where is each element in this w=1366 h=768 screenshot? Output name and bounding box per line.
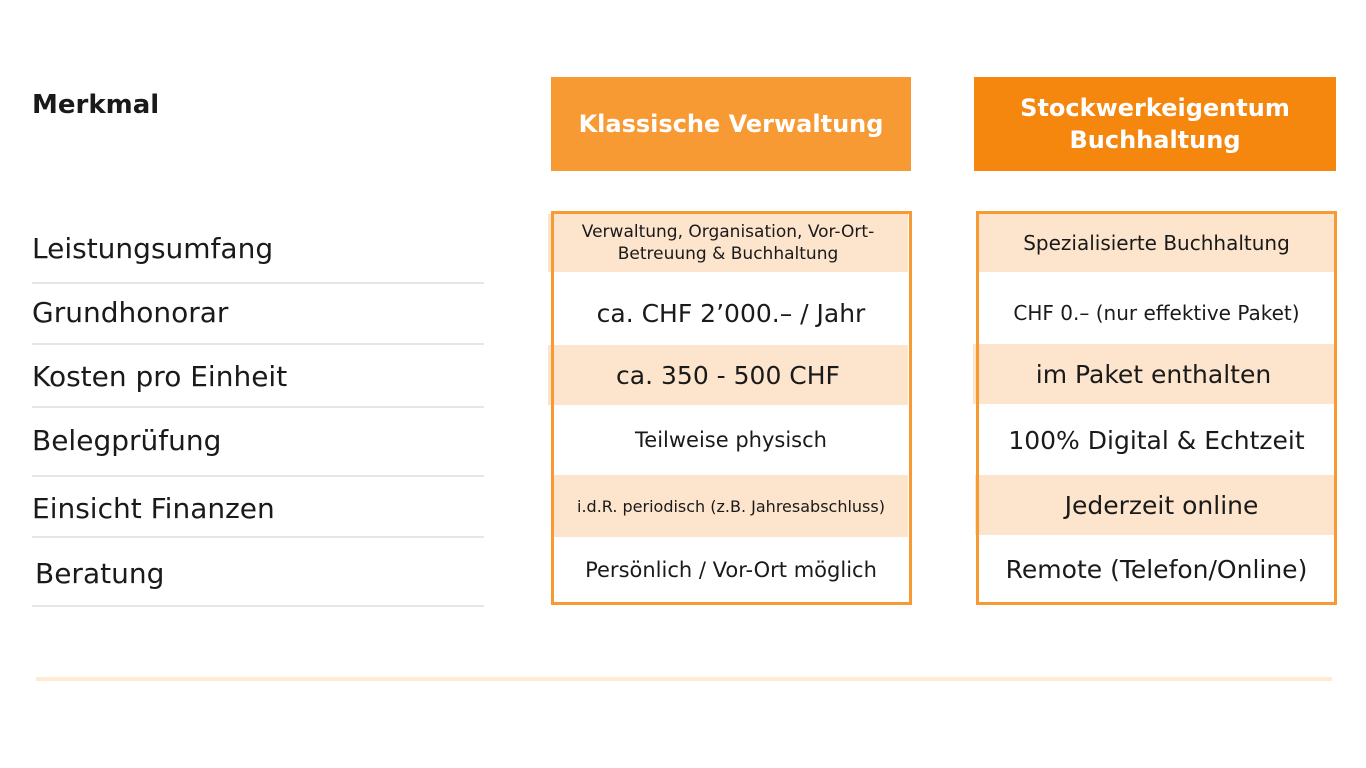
classic-receipts-cell: Teilweise physisch: [635, 428, 827, 452]
stwe-column-title: [1020, 92, 1290, 156]
feature-unit-cost: Kosten pro Einheit: [32, 359, 288, 393]
stwe-receipts-cell: 100% Digital & Echtzeit: [1008, 425, 1305, 455]
feature-finance-view: Einsicht Finanzen: [32, 491, 275, 525]
stwe-consulting-cell: Remote (Telefon/Online): [1005, 555, 1308, 584]
feature-scope: Leistungsumfang: [32, 231, 274, 265]
feature-receipts: Belegprüfung: [32, 423, 222, 457]
classic-consulting-cell: Persönlich / Vor-Ort möglich: [585, 557, 877, 582]
feature-base-fee: Grundhonorar: [32, 295, 229, 329]
row-divider: [32, 343, 484, 345]
classic-finance-view-cell: i.d.R. periodisch (z.B. Jahresabschluss): [554, 475, 908, 537]
classic-base-fee-cell: ca. CHF 2’000.– / Jahr: [596, 298, 866, 328]
feature-column-header: Merkmal: [32, 90, 160, 120]
classic-unit-cost-cell: ca. 350 - 500 CHF: [548, 345, 908, 405]
feature-consulting: Beratung: [35, 556, 165, 590]
row-divider: [32, 605, 484, 607]
stwe-scope-cell: Spezialisierte Buchhaltung: [979, 214, 1334, 272]
stwe-column-header: [974, 77, 1336, 171]
classic-scope-line1: Verwaltung, Organisation, Vor-Ort-: [581, 222, 875, 242]
stwe-base-fee-cell: CHF 0.– (nur effektive Paket): [1013, 301, 1300, 325]
classic-column-title: Klassische Verwaltung: [578, 110, 884, 138]
stwe-unit-cost-cell: im Paket enthalten: [973, 344, 1334, 404]
stwe-title-line1: Stockwerkeigentum: [1020, 94, 1290, 122]
stwe-column-outline: [976, 211, 1337, 605]
row-divider: [32, 282, 484, 284]
classic-column-outline: [551, 211, 912, 605]
row-divider: [32, 475, 484, 477]
bottom-divider: [36, 677, 1332, 681]
classic-column-header: [551, 77, 911, 171]
row-divider: [32, 406, 484, 408]
stwe-title-line2: Buchhaltung: [1069, 126, 1241, 154]
stwe-finance-view-cell: Jederzeit online: [975, 475, 1334, 535]
classic-scope-line2: Betreuung & Buchhaltung: [617, 244, 839, 264]
row-divider: [32, 536, 484, 538]
